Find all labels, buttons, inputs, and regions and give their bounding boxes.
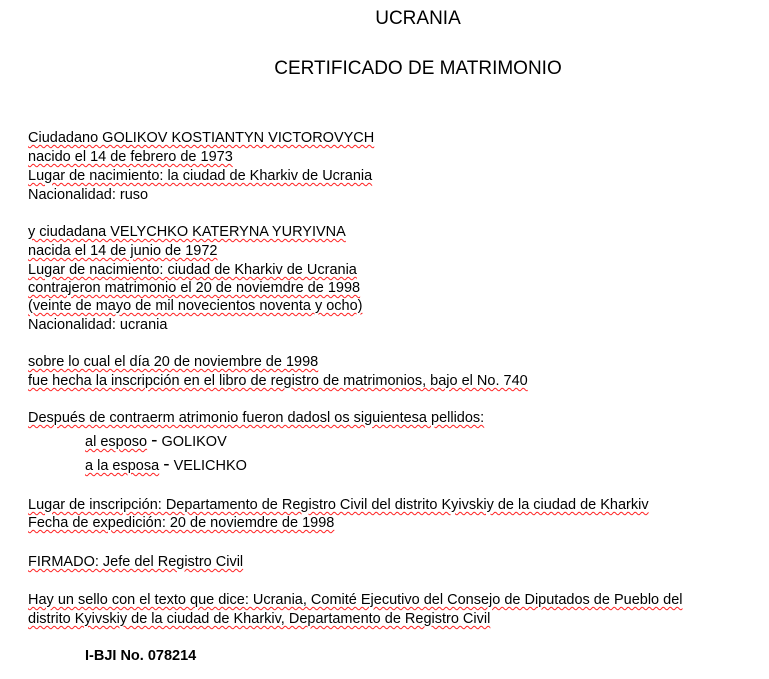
wife-birth-date: nacida el 14 de junio de 1972 [28,243,218,259]
country-heading: UCRANIA [375,8,461,29]
wife-birth-place: Lugar de nacimiento: ciudad de Kharkiv de Ucrania [28,262,357,278]
registration-date-line: sobre lo cual el día 20 de noviembre de 1998 [28,354,319,370]
wife-nationality: Nacionalidad: ucrania [28,317,168,333]
husband-name-line: Ciudadano GOLIKOV KOSTIANTYN VICTOROVYCH [28,130,375,146]
husband-birth-date: nacido el 14 de febrero de 1973 [28,149,233,165]
husband-nationality: Nacionalidad: ruso [28,187,149,203]
wife-name-line: y ciudadana VELYCHKO KATERYNA YURYIVNA [28,224,346,240]
wife-surname-label: a la esposa [85,458,160,474]
wife-surname-dash: - [163,454,170,475]
serial-number: I-BJI No. 078214 [85,648,197,664]
surnames-intro: Después de contraerm atrimonio fueron dadosl os siguientesa pellidos: [28,410,485,426]
registration-place: Lugar de inscripción: Departamento de Registro Civil del distrito Kyivskiy de la ciudad de Kharkiv [28,497,649,513]
husband-surname-label: al esposo [85,434,148,450]
registration-number-line: fue hecha la inscripción en el libro de registro de matrimonios, bajo el No. 740 [28,373,528,389]
seal-description-line1: Hay un sello con el texto que dice: Ucrania, Comité Ejecutivo del Consejo de Diputados de Pueblo del [28,592,683,608]
husband-surname-row [85,432,227,451]
husband-birth-place: Lugar de nacimiento: la ciudad de Kharkiv de Ucrania [28,168,373,184]
marriage-date-words: (veinte de mayo de mil novecientos noventa y ocho) [28,298,363,314]
seal-description-line2: distrito Kyivskiy de la ciudad de Kharkiv, Departamento de Registro Civil [28,611,491,627]
marriage-date: contrajeron matrimonio el 20 de noviemdre de 1998 [28,280,361,296]
document-title: CERTIFICADO DE MATRIMONIO [274,58,562,79]
wife-surname-row [85,456,247,475]
signature-line: FIRMADO: Jefe del Registro Civil [28,554,244,570]
wife-surname-value: VELICHKO [173,458,247,474]
issue-date: Fecha de expedición: 20 de noviemdre de 1998 [28,515,335,531]
husband-surname-dash: - [151,430,158,451]
husband-surname-value: GOLIKOV [161,434,227,450]
